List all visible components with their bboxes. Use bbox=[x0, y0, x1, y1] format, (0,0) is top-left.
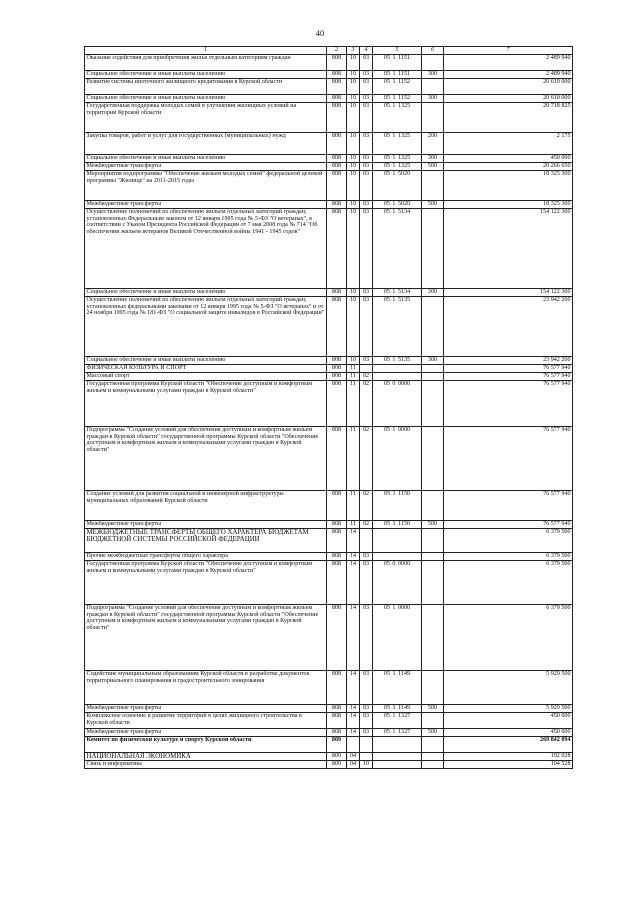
cell-subsection-code: 03 bbox=[360, 357, 373, 365]
cell-section-code: 04 bbox=[347, 753, 360, 761]
cell-ministry-code: 808 bbox=[327, 71, 347, 79]
cell-sum: 154 122 300 bbox=[444, 209, 573, 289]
cell-sum: 2 489 940 bbox=[444, 71, 573, 79]
cell-section-code: 14 bbox=[347, 713, 360, 729]
cell-ministry-code: 808 bbox=[327, 705, 347, 713]
table-header-row bbox=[85, 47, 573, 55]
cell-name: Социальное обеспечение и иные выплаты населению bbox=[85, 155, 327, 163]
cell-expense-type: 500 bbox=[422, 521, 444, 529]
cell-ministry-code: 808 bbox=[327, 427, 347, 491]
cell-subsection-code bbox=[360, 753, 373, 761]
cell-subsection-code bbox=[360, 365, 373, 373]
cell-name: НАЦИОНАЛЬНАЯ ЭКОНОМИКА bbox=[85, 753, 327, 761]
cell-section-code: 10 bbox=[347, 209, 360, 289]
cell-expense-type bbox=[422, 553, 444, 561]
cell-ministry-code: 808 bbox=[327, 373, 347, 381]
table-row bbox=[85, 357, 573, 365]
cell-subsection-code: 03 bbox=[360, 713, 373, 729]
cell-ministry-code: 808 bbox=[327, 491, 347, 521]
cell-target-article: 05 1 1325 bbox=[373, 103, 422, 133]
cell-subsection-code: 02 bbox=[360, 491, 373, 521]
cell-expense-type: 500 bbox=[422, 163, 444, 171]
cell-ministry-code: 808 bbox=[327, 55, 347, 71]
cell-expense-type: 500 bbox=[422, 729, 444, 737]
cell-name: Содействие муниципальным образованиям Курской области в разработке документов территориального планирования и градостроительного зонирования bbox=[85, 671, 327, 705]
cell-sum: 2 175 bbox=[444, 133, 573, 155]
cell-sum: 450 000 bbox=[444, 713, 573, 729]
cell-sum: 23 942 200 bbox=[444, 357, 573, 365]
cell-section-code: 10 bbox=[347, 201, 360, 209]
cell-expense-type bbox=[422, 209, 444, 289]
cell-subsection-code bbox=[360, 737, 373, 753]
cell-section-code: 10 bbox=[347, 79, 360, 95]
cell-ministry-code: 808 bbox=[327, 671, 347, 705]
table-row bbox=[85, 761, 573, 769]
cell-section-code: 10 bbox=[347, 297, 360, 357]
cell-ministry-code: 808 bbox=[327, 171, 347, 201]
cell-target-article: 05 0 0000 bbox=[373, 561, 422, 605]
cell-ministry-code: 808 bbox=[327, 561, 347, 605]
cell-target-article: 05 1 5135 bbox=[373, 357, 422, 365]
cell-subsection-code: 03 bbox=[360, 297, 373, 357]
cell-section-code: 10 bbox=[347, 155, 360, 163]
cell-name: Мероприятия подпрограммы "Обеспечение жильем молодых семей" федеральной целевой программы "Жилище" на 2011-2015 годы bbox=[85, 171, 327, 201]
cell-subsection-code: 03 bbox=[360, 55, 373, 71]
table-row bbox=[85, 713, 573, 729]
cell-expense-type bbox=[422, 737, 444, 753]
cell-expense-type bbox=[422, 365, 444, 373]
table-row bbox=[85, 373, 573, 381]
cell-subsection-code: 03 bbox=[360, 163, 373, 171]
cell-section-code: 10 bbox=[347, 357, 360, 365]
cell-sum: 269 842 094 bbox=[444, 737, 573, 753]
cell-sum: 6 379 500 bbox=[444, 605, 573, 671]
table-row bbox=[85, 71, 573, 79]
cell-name: Социальное обеспечение и иные выплаты населению bbox=[85, 289, 327, 297]
cell-sum: 192 028 bbox=[444, 753, 573, 761]
table-row bbox=[85, 209, 573, 289]
cell-expense-type: 300 bbox=[422, 357, 444, 365]
table-row bbox=[85, 737, 573, 753]
cell-section-code: 11 bbox=[347, 365, 360, 373]
cell-name: Осуществление полномочий по обеспечению жильем отдельных категорий граждан, установленных федеральными законами от 12 января 1995 года № 5-ФЗ "О ветеранах" и от 24 ноября 1995 года № 181-ФЗ "О социальной защите инвалидов в Российской Федерации" bbox=[85, 297, 327, 357]
cell-name: Комитет по физической культуре и спорту Курской области bbox=[85, 737, 327, 753]
cell-name: Межбюджетные трансферты bbox=[85, 729, 327, 737]
table-row bbox=[85, 561, 573, 605]
cell-expense-type: 300 bbox=[422, 71, 444, 79]
cell-target-article: 05 1 1327 bbox=[373, 713, 422, 729]
cell-ministry-code: 809 bbox=[327, 761, 347, 769]
cell-section-code: 10 bbox=[347, 103, 360, 133]
cell-ministry-code: 808 bbox=[327, 729, 347, 737]
cell-expense-type bbox=[422, 171, 444, 201]
cell-target-article bbox=[373, 373, 422, 381]
cell-target-article: 05 1 5020 bbox=[373, 171, 422, 201]
cell-name: Государственная поддержка молодых семей в улучшении жилищных условий на территории Курской области bbox=[85, 103, 327, 133]
cell-sum: 5 929 500 bbox=[444, 671, 573, 705]
cell-sum: 154 122 300 bbox=[444, 289, 573, 297]
cell-expense-type bbox=[422, 373, 444, 381]
cell-sum: 76 577 940 bbox=[444, 381, 573, 427]
cell-section-code: 14 bbox=[347, 529, 360, 553]
cell-expense-type bbox=[422, 297, 444, 357]
table-row bbox=[85, 671, 573, 705]
cell-subsection-code: 03 bbox=[360, 561, 373, 605]
cell-subsection-code: 02 bbox=[360, 521, 373, 529]
header-cell-expense-type: 6 bbox=[422, 47, 444, 55]
cell-expense-type bbox=[422, 671, 444, 705]
cell-target-article: 05 1 1149 bbox=[373, 705, 422, 713]
cell-name: Государственная программа Курской области "Обеспечение доступным и комфортным жильем и коммунальными услугами граждан в Курской области" bbox=[85, 381, 327, 427]
cell-sum: 18 325 300 bbox=[444, 171, 573, 201]
cell-expense-type bbox=[422, 79, 444, 95]
cell-section-code: 10 bbox=[347, 133, 360, 155]
header-cell-sum: 7 bbox=[444, 47, 573, 55]
cell-sum: 76 577 940 bbox=[444, 427, 573, 491]
cell-target-article bbox=[373, 753, 422, 761]
cell-target-article: 05 1 1327 bbox=[373, 729, 422, 737]
cell-section-code: 14 bbox=[347, 553, 360, 561]
cell-sum: 2 489 940 bbox=[444, 55, 573, 71]
table-row bbox=[85, 103, 573, 133]
cell-target-article: 05 1 1325 bbox=[373, 163, 422, 171]
cell-section-code: 11 bbox=[347, 373, 360, 381]
cell-section-code: 14 bbox=[347, 605, 360, 671]
cell-expense-type bbox=[422, 381, 444, 427]
cell-target-article: 05 1 1152 bbox=[373, 79, 422, 95]
cell-target-article: 05 1 5135 bbox=[373, 297, 422, 357]
cell-ministry-code: 808 bbox=[327, 79, 347, 95]
cell-subsection-code: 10 bbox=[360, 761, 373, 769]
cell-sum: 6 379 500 bbox=[444, 561, 573, 605]
cell-sum: 76 577 940 bbox=[444, 365, 573, 373]
cell-name: Межбюджетные трансферты bbox=[85, 521, 327, 529]
cell-section-code bbox=[347, 737, 360, 753]
table-row bbox=[85, 163, 573, 171]
cell-sum: 20 266 650 bbox=[444, 163, 573, 171]
cell-expense-type bbox=[422, 761, 444, 769]
cell-section-code: 14 bbox=[347, 729, 360, 737]
cell-target-article: 05 1 0000 bbox=[373, 605, 422, 671]
cell-subsection-code: 03 bbox=[360, 705, 373, 713]
cell-target-article: 05 1 1325 bbox=[373, 155, 422, 163]
cell-subsection-code: 03 bbox=[360, 671, 373, 705]
cell-expense-type bbox=[422, 55, 444, 71]
cell-subsection-code: 03 bbox=[360, 71, 373, 79]
cell-target-article: 05 1 1152 bbox=[373, 95, 422, 103]
cell-name: Создание условий для развития социальной и инженерной инфраструктуры муниципальных образований Курской области bbox=[85, 491, 327, 521]
cell-target-article: 05 1 1151 bbox=[373, 71, 422, 79]
cell-ministry-code: 808 bbox=[327, 381, 347, 427]
table-row bbox=[85, 729, 573, 737]
cell-expense-type bbox=[422, 491, 444, 521]
cell-ministry-code: 808 bbox=[327, 605, 347, 671]
table-row bbox=[85, 289, 573, 297]
cell-expense-type bbox=[422, 753, 444, 761]
cell-ministry-code: 808 bbox=[327, 289, 347, 297]
cell-target-article: 05 0 0000 bbox=[373, 381, 422, 427]
cell-target-article: 05 1 0000 bbox=[373, 427, 422, 491]
cell-ministry-code: 808 bbox=[327, 553, 347, 561]
cell-subsection-code: 03 bbox=[360, 729, 373, 737]
cell-ministry-code: 808 bbox=[327, 521, 347, 529]
cell-section-code: 11 bbox=[347, 491, 360, 521]
header-cell-name: 1 bbox=[85, 47, 327, 55]
cell-name: Связь и информатика bbox=[85, 761, 327, 769]
cell-ministry-code: 808 bbox=[327, 103, 347, 133]
cell-name: Социальное обеспечение и иные выплаты населению bbox=[85, 95, 327, 103]
cell-name: ФИЗИЧЕСКАЯ КУЛЬТУРА И СПОРТ bbox=[85, 365, 327, 373]
cell-subsection-code: 03 bbox=[360, 553, 373, 561]
cell-name: Социальное обеспечение и иные выплаты населению bbox=[85, 71, 327, 79]
cell-subsection-code: 03 bbox=[360, 133, 373, 155]
cell-expense-type bbox=[422, 427, 444, 491]
cell-ministry-code: 808 bbox=[327, 713, 347, 729]
cell-subsection-code: 03 bbox=[360, 289, 373, 297]
cell-expense-type: 200 bbox=[422, 133, 444, 155]
cell-name: МЕЖБЮДЖЕТНЫЕ ТРАНСФЕРТЫ ОБЩЕГО ХАРАКТЕРА БЮДЖЕТАМ БЮДЖЕТНОЙ СИСТЕМЫ РОССИЙСКОЙ ФЕДЕРАЦИИ bbox=[85, 529, 327, 553]
cell-expense-type: 500 bbox=[422, 201, 444, 209]
cell-name: Межбюджетные трансферты bbox=[85, 705, 327, 713]
cell-subsection-code: 02 bbox=[360, 373, 373, 381]
cell-section-code: 14 bbox=[347, 561, 360, 605]
cell-target-article: 05 1 1150 bbox=[373, 491, 422, 521]
cell-section-code: 11 bbox=[347, 381, 360, 427]
cell-section-code: 10 bbox=[347, 71, 360, 79]
cell-target-article: 05 1 1149 bbox=[373, 671, 422, 705]
cell-expense-type: 300 bbox=[422, 155, 444, 163]
cell-section-code: 10 bbox=[347, 55, 360, 71]
cell-target-article: 05 1 1151 bbox=[373, 55, 422, 71]
table-row bbox=[85, 297, 573, 357]
cell-name: Оказание содействия для приобретения жилья отдельным категориям граждан bbox=[85, 55, 327, 71]
header-cell-ministry: 2 bbox=[327, 47, 347, 55]
cell-subsection-code: 03 bbox=[360, 209, 373, 289]
cell-expense-type: 300 bbox=[422, 289, 444, 297]
table-row bbox=[85, 381, 573, 427]
cell-name: Развитие системы ипотечного жилищного кредитования в Курской области bbox=[85, 79, 327, 95]
cell-target-article: 05 1 1150 bbox=[373, 521, 422, 529]
cell-expense-type bbox=[422, 103, 444, 133]
cell-sum: 6 379 500 bbox=[444, 529, 573, 553]
cell-name: Межбюджетные трансферты bbox=[85, 163, 327, 171]
cell-subsection-code: 03 bbox=[360, 103, 373, 133]
cell-sum: 104 528 bbox=[444, 761, 573, 769]
cell-sum: 20 718 825 bbox=[444, 103, 573, 133]
cell-expense-type bbox=[422, 713, 444, 729]
cell-sum: 76 577 940 bbox=[444, 491, 573, 521]
table-row bbox=[85, 155, 573, 163]
cell-section-code: 10 bbox=[347, 163, 360, 171]
cell-ministry-code: 808 bbox=[327, 209, 347, 289]
cell-ministry-code: 808 bbox=[327, 163, 347, 171]
header-cell-subsection: 4 bbox=[360, 47, 373, 55]
cell-name: Закупка товаров, работ и услуг для государственных (муниципальных) нужд bbox=[85, 133, 327, 155]
cell-sum: 23 942 200 bbox=[444, 297, 573, 357]
cell-target-article bbox=[373, 365, 422, 373]
table-row bbox=[85, 753, 573, 761]
cell-name: Подпрограмма "Создание условий для обеспечения доступным и комфортным жильем граждан в Курской области" государственной программы Курской области "Обеспечение доступным и комфортным жильем и коммунальными услугами граждан в Курской области" bbox=[85, 605, 327, 671]
cell-target-article bbox=[373, 761, 422, 769]
cell-ministry-code: 808 bbox=[327, 529, 347, 553]
cell-section-code: 11 bbox=[347, 521, 360, 529]
cell-target-article: 05 1 5134 bbox=[373, 209, 422, 289]
cell-subsection-code: 03 bbox=[360, 79, 373, 95]
cell-section-code: 10 bbox=[347, 289, 360, 297]
cell-subsection-code: 03 bbox=[360, 95, 373, 103]
cell-sum: 76 577 940 bbox=[444, 521, 573, 529]
cell-ministry-code: 808 bbox=[327, 297, 347, 357]
cell-expense-type: 500 bbox=[422, 705, 444, 713]
page-number: 40 bbox=[315, 28, 325, 38]
cell-ministry-code: 808 bbox=[327, 95, 347, 103]
table-row bbox=[85, 521, 573, 529]
cell-ministry-code: 808 bbox=[327, 155, 347, 163]
cell-name: Комплексное освоение и развитие территорий в целях жилищного строительства в Курской области bbox=[85, 713, 327, 729]
cell-target-article: 05 1 1325 bbox=[373, 133, 422, 155]
cell-name: Подпрограмма "Создание условий для обеспечения доступным и комфортным жильем граждан в Курской области" государственной программы Курской области "Обеспечение доступным и комфортным жильем и коммунальными услугами граждан в Курской области" bbox=[85, 427, 327, 491]
table-row bbox=[85, 427, 573, 491]
cell-section-code: 11 bbox=[347, 427, 360, 491]
cell-sum: 5 929 500 bbox=[444, 705, 573, 713]
cell-section-code: 14 bbox=[347, 705, 360, 713]
cell-subsection-code: 03 bbox=[360, 605, 373, 671]
table-row bbox=[85, 171, 573, 201]
cell-ministry-code: 808 bbox=[327, 201, 347, 209]
cell-target-article bbox=[373, 529, 422, 553]
cell-target-article: 05 1 5134 bbox=[373, 289, 422, 297]
table-row bbox=[85, 491, 573, 521]
cell-subsection-code: 03 bbox=[360, 155, 373, 163]
cell-ministry-code: 809 bbox=[327, 737, 347, 753]
cell-ministry-code: 808 bbox=[327, 133, 347, 155]
cell-sum: 450 000 bbox=[444, 155, 573, 163]
cell-expense-type bbox=[422, 529, 444, 553]
table-row bbox=[85, 605, 573, 671]
cell-name: Государственная программа Курской области "Обеспечение доступным и комфортным жильем и коммунальными услугами граждан в Курской области" bbox=[85, 561, 327, 605]
cell-sum: 18 325 300 bbox=[444, 201, 573, 209]
cell-subsection-code bbox=[360, 529, 373, 553]
table-row bbox=[85, 365, 573, 373]
cell-subsection-code: 02 bbox=[360, 427, 373, 491]
table-row bbox=[85, 201, 573, 209]
cell-name: Прочие межбюджетные трансферты общего характера bbox=[85, 553, 327, 561]
cell-section-code: 10 bbox=[347, 171, 360, 201]
table-row bbox=[85, 79, 573, 95]
cell-name: Осуществление полномочий по обеспечению жильем отдельных категорий граждан, установленных Федеральным законом от 12 января 1995 года № 5-ФЗ "О ветеранах", в соответствии с Указом Президента Российской Федерации от 7 мая 2008 года № 714 "Об обеспечении жильем ветеранов Великой Отечественной войны 1941 - 1945 годов" bbox=[85, 209, 327, 289]
budget-table bbox=[84, 46, 573, 769]
cell-section-code: 14 bbox=[347, 671, 360, 705]
cell-subsection-code: 03 bbox=[360, 201, 373, 209]
header-cell-target-article: 5 bbox=[373, 47, 422, 55]
cell-section-code: 04 bbox=[347, 761, 360, 769]
cell-sum: 20 610 000 bbox=[444, 79, 573, 95]
cell-expense-type bbox=[422, 605, 444, 671]
table-row bbox=[85, 705, 573, 713]
cell-ministry-code: 808 bbox=[327, 357, 347, 365]
cell-sum: 450 000 bbox=[444, 729, 573, 737]
table-row bbox=[85, 133, 573, 155]
cell-name: Социальное обеспечение и иные выплаты населению bbox=[85, 357, 327, 365]
cell-expense-type bbox=[422, 561, 444, 605]
cell-subsection-code: 03 bbox=[360, 171, 373, 201]
cell-section-code: 10 bbox=[347, 95, 360, 103]
cell-subsection-code: 02 bbox=[360, 381, 373, 427]
table-row bbox=[85, 55, 573, 71]
cell-target-article bbox=[373, 553, 422, 561]
header-cell-section: 3 bbox=[347, 47, 360, 55]
table-row bbox=[85, 529, 573, 553]
cell-name: Массовый спорт bbox=[85, 373, 327, 381]
cell-sum: 20 610 000 bbox=[444, 95, 573, 103]
cell-target-article: 05 1 5020 bbox=[373, 201, 422, 209]
cell-ministry-code: 808 bbox=[327, 365, 347, 373]
cell-sum: 76 577 940 bbox=[444, 373, 573, 381]
table-row bbox=[85, 95, 573, 103]
table-row bbox=[85, 553, 573, 561]
cell-target-article bbox=[373, 737, 422, 753]
cell-ministry-code: 809 bbox=[327, 753, 347, 761]
cell-name: Межбюджетные трансферты bbox=[85, 201, 327, 209]
cell-expense-type: 300 bbox=[422, 95, 444, 103]
cell-sum: 6 379 500 bbox=[444, 553, 573, 561]
